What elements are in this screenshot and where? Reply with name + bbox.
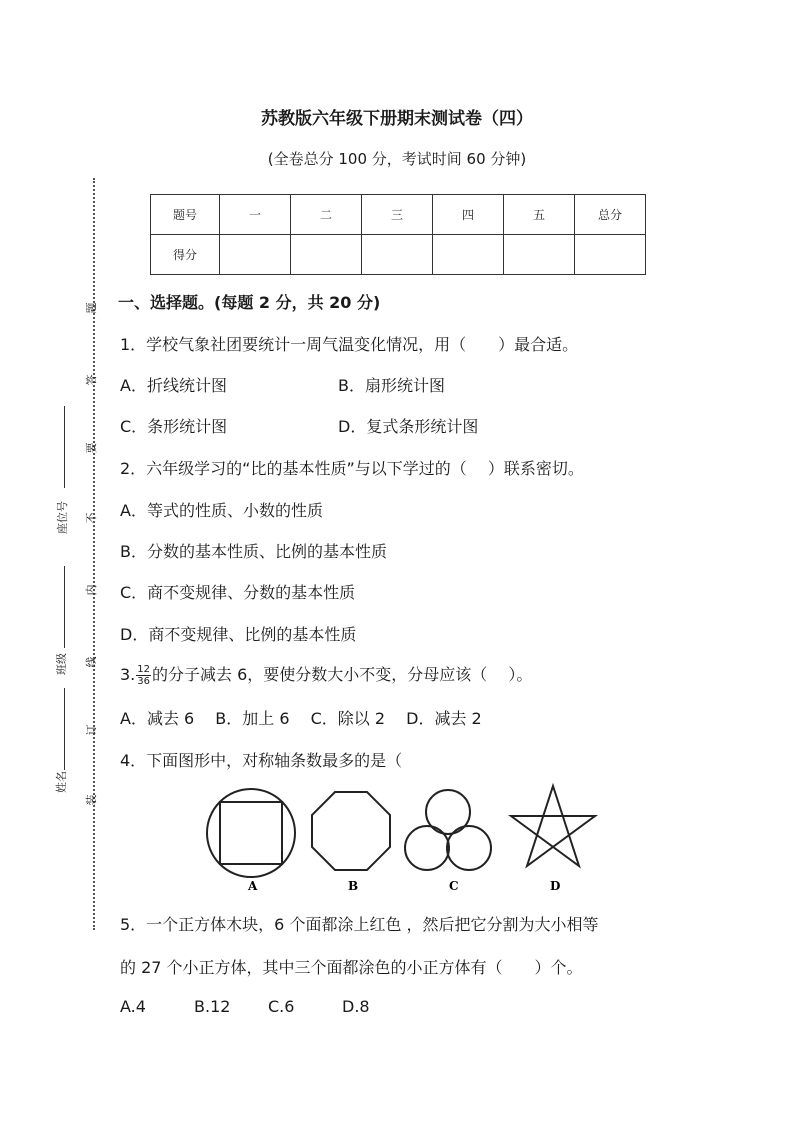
binding-char: 内: [85, 584, 98, 596]
q3-options[interactable]: A．减去 6 B．加上 6 C．除以 2 D．减去 2: [120, 709, 482, 728]
exam-title: 苏教版六年级下册期末测试卷（四）: [261, 109, 533, 129]
binding-dotted-line: [93, 178, 95, 930]
q2-option-b[interactable]: B．分数的基本性质、比例的基本性质: [120, 542, 387, 561]
score-cell: 五: [504, 195, 575, 235]
q2-option-c[interactable]: C．商不变规律、分数的基本性质: [120, 583, 356, 602]
q5-option-d[interactable]: D.8: [342, 997, 370, 1016]
figure-b-octagon[interactable]: [312, 792, 390, 870]
score-cell: 总分: [575, 195, 646, 235]
score-input-cell[interactable]: [362, 235, 433, 275]
name-label: 姓名: [55, 771, 68, 793]
seat-label: 座位号: [56, 501, 69, 534]
q3-stem: 的分子减去 6，要使分数大小不变，分母应该（ ）。: [152, 665, 533, 684]
score-cell: 二: [291, 195, 362, 235]
class-label: 班级: [55, 653, 68, 675]
figure-label-c: C: [449, 879, 459, 893]
q3-number: 3.: [120, 665, 136, 684]
figure-c-three-circles[interactable]: [405, 790, 491, 870]
name-blank[interactable]: [64, 688, 65, 770]
exam-subtitle: (全卷总分 100 分，考试时间 60 分钟): [267, 150, 527, 168]
score-table-score-row: [151, 235, 646, 275]
class-blank[interactable]: [64, 566, 65, 648]
binding-char: 题: [85, 302, 98, 314]
q1-option-a[interactable]: A．折线统计图: [120, 376, 227, 395]
binding-char: 线: [85, 656, 98, 668]
q5-option-a[interactable]: A.4: [120, 997, 146, 1016]
binding-char: 订: [85, 724, 98, 736]
q4-figures: [196, 778, 606, 900]
question-4-text: 4．下面图形中，对称轴条数最多的是（: [120, 751, 403, 770]
q2-option-a[interactable]: A．等式的性质、小数的性质: [120, 501, 323, 520]
score-cell: 题号: [151, 195, 220, 235]
score-input-cell[interactable]: [575, 235, 646, 275]
q1-option-b[interactable]: B．扇形统计图: [338, 376, 445, 395]
score-cell: 四: [433, 195, 504, 235]
score-input-cell[interactable]: [220, 235, 291, 275]
binding-char: 要: [85, 442, 98, 454]
score-input-cell[interactable]: [291, 235, 362, 275]
section-heading: 一、选择题。(每题 2 分，共 20 分): [118, 293, 381, 312]
figure-label-a: A: [248, 879, 258, 893]
q2-option-d[interactable]: D．商不变规律、比例的基本性质: [120, 625, 357, 644]
q3-fraction-denominator: 36: [137, 676, 150, 687]
binding-char: 不: [85, 512, 98, 524]
score-cell: 一: [220, 195, 291, 235]
figure-d-star[interactable]: [511, 786, 595, 866]
figure-label-d: D: [550, 879, 561, 893]
score-table-header-row: [151, 195, 646, 235]
question-1-text: 1．学校气象社团要统计一周气温变化情况，用（ ）最合适。: [120, 335, 579, 354]
q5-option-b[interactable]: B.12: [194, 997, 231, 1016]
figure-a-circle-square[interactable]: [207, 789, 295, 877]
score-cell: 得分: [151, 235, 220, 275]
q5-option-c[interactable]: C.6: [268, 997, 295, 1016]
q3-fraction: [136, 664, 151, 687]
question-5-line-1: 5．一个正方体木块，6 个面都涂上红色 ，然后把它分割为大小相等: [120, 915, 599, 934]
binding-char: 答: [85, 374, 98, 386]
question-5-line-2: 的 27 个小正方体，其中三个面都涂色的小正方体有（ ）个。: [120, 958, 583, 977]
binding-char: 装: [85, 794, 98, 806]
q3-fraction-numerator: 12: [137, 664, 150, 675]
figure-label-b: B: [348, 879, 359, 893]
score-cell: 三: [362, 195, 433, 235]
q1-option-d[interactable]: D．复式条形统计图: [338, 417, 479, 436]
q1-option-c[interactable]: C．条形统计图: [120, 417, 228, 436]
question-2-text: 2．六年级学习的“比的基本性质”与以下学过的（ ）联系密切。: [120, 459, 584, 478]
score-input-cell[interactable]: [433, 235, 504, 275]
score-table: [150, 194, 646, 275]
score-input-cell[interactable]: [504, 235, 575, 275]
question-3-text: [120, 662, 532, 687]
seat-blank[interactable]: [64, 406, 65, 488]
